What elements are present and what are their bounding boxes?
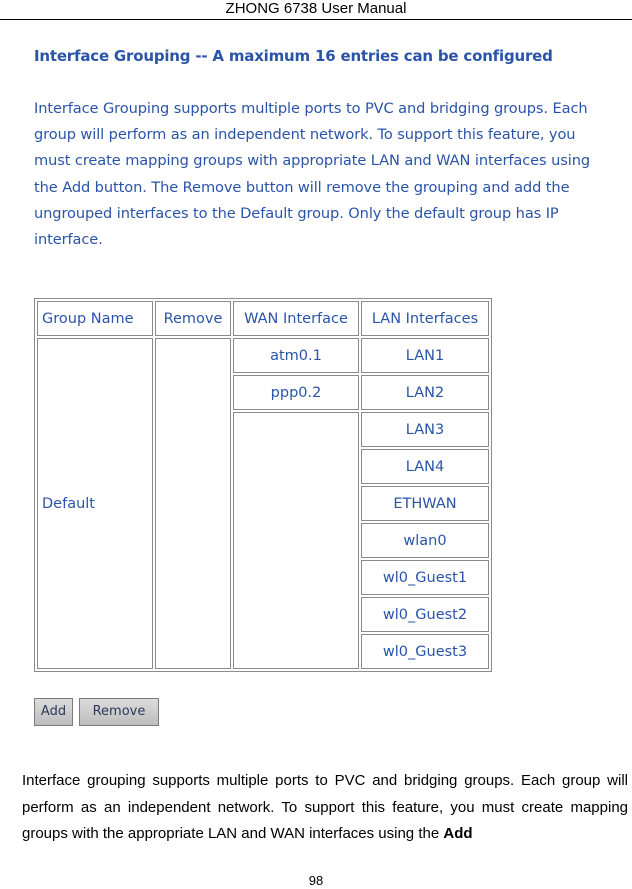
interface-grouping-table — [34, 298, 492, 672]
lan-interface-cell: wl0_Guest1 — [361, 560, 489, 595]
wan-interface-cell: ppp0.2 — [233, 375, 359, 410]
lan-interface-cell: wl0_Guest3 — [361, 634, 489, 669]
remove-button[interactable]: Remove — [79, 698, 159, 726]
header-wan-interface: WAN Interface — [233, 301, 359, 336]
table-row — [37, 338, 489, 373]
remove-cell — [155, 338, 231, 669]
lan-interface-cell: wl0_Guest2 — [361, 597, 489, 632]
lan-interface-cell: wlan0 — [361, 523, 489, 558]
header-remove: Remove — [155, 301, 231, 336]
wan-interface-cell: atm0.1 — [233, 338, 359, 373]
lan-interface-cell: LAN2 — [361, 375, 489, 410]
group-name-cell: Default — [37, 338, 153, 669]
header-lan-interfaces: LAN Interfaces — [361, 301, 489, 336]
header-group-name: Group Name — [37, 301, 153, 336]
lan-interface-cell: LAN3 — [361, 412, 489, 447]
lan-interface-cell: LAN4 — [361, 449, 489, 484]
lan-interface-cell: LAN1 — [361, 338, 489, 373]
section-title: Interface Grouping -- A maximum 16 entries can be configured — [34, 47, 553, 65]
page-header: ZHONG 6738 User Manual — [0, 0, 632, 20]
section-description: Interface Grouping supports multiple ports to PVC and bridging groups. Each group will perform as an independent network. To support this feature, you must create mapping groups with appropriate LAN and WAN interfaces using the Add button. The Remove button will remove the grouping and add the ungrouped interfaces to the Default group. Only the default group has IP interface. — [34, 100, 591, 249]
table-header-row — [37, 301, 489, 336]
wan-interface-empty-cell — [233, 412, 359, 669]
page-number: 98 — [308, 873, 324, 888]
body-paragraph — [22, 768, 628, 848]
body-text: Interface grouping supports multiple ports to PVC and bridging groups. Each group will perform as an independent network. To support this feature, you must create mapping groups with the appropriate LAN and WAN interfaces using the — [22, 772, 628, 842]
lan-interface-cell: ETHWAN — [361, 486, 489, 521]
add-button[interactable]: Add — [34, 698, 73, 726]
body-bold-add: Add — [443, 825, 473, 842]
